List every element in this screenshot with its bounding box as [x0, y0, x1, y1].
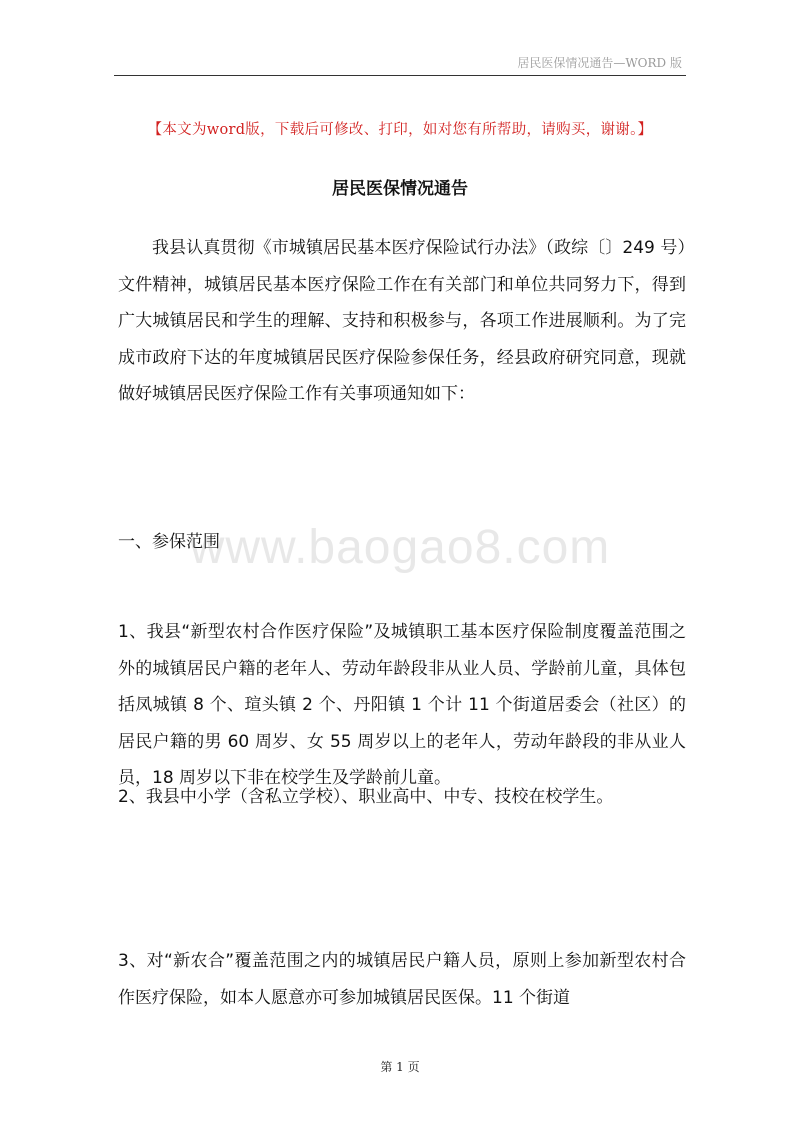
- section-heading-scope: 一、参保范围: [118, 532, 220, 552]
- document-title: 居民医保情况通告: [332, 179, 468, 199]
- header-divider: [114, 75, 686, 76]
- page-number: 第 1 页: [380, 1060, 420, 1074]
- purchase-notice: 【本文为word版，下载后可修改、打印，如对您有所帮助，请购买，谢谢。】: [147, 122, 653, 138]
- running-header: 居民医保情况通告—WORD 版: [517, 56, 682, 70]
- scope-item-3: 3、对“新农合”覆盖范围之内的城镇居民户籍人员，原则上参加新型农村合作医疗保险，如本人愿意亦可参加城镇居民医保。11 个街道: [118, 951, 686, 1008]
- site-watermark: www.baogao8.com: [189, 521, 611, 574]
- scope-item-2: 2、我县中小学（含私立学校）、职业高中、中专、技校在校学生。: [118, 787, 614, 807]
- scope-item-1: 1、我县“新型农村合作医疗保险”及城镇职工基本医疗保险制度覆盖范围之外的城镇居民户籍的老年人、劳动年龄段非从业人员、学龄前儿童，具体包括凤城镇 8 个、瑄头镇 2 个、丹阳镇 1 个计 11 个街道居委会（社区）的居民户籍的男 60 周岁、女 55 周岁以上的老年人，劳动年龄段的非从业人员，18 周岁以下非在校学生及学龄前儿童。: [118, 622, 686, 788]
- intro-paragraph: 我县认真贯彻《市城镇居民基本医疗保险试行办法》（政综〔〕249 号）文件精神，城镇居民基本医疗保险工作在有关部门和单位共同努力下，得到广大城镇居民和学生的理解、支持和积极参与，各项工作进展顺利。为了完成市政府下达的年度城镇居民医疗保险参保任务，经县政府研究同意，现就做好城镇居民医疗保险工作有关事项通知如下：: [118, 238, 686, 404]
